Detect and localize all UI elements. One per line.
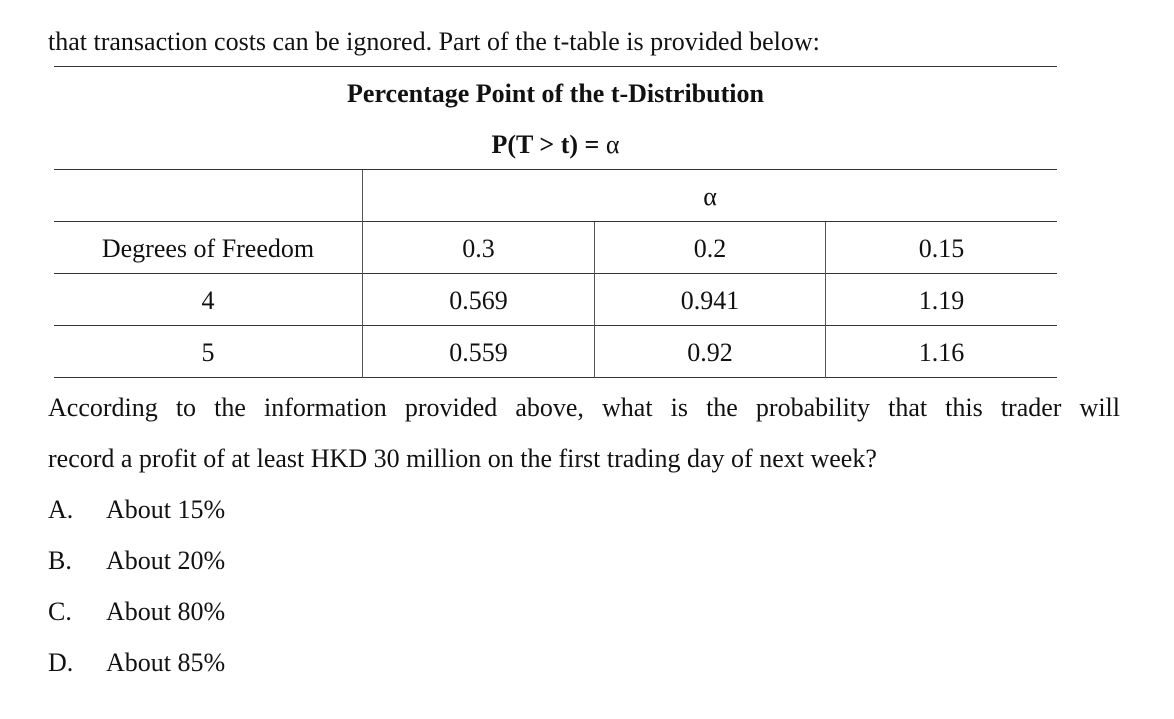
formula-left: P(T > t) = <box>491 130 606 159</box>
option-text: About 15% <box>106 495 226 524</box>
option-c[interactable] <box>48 596 225 628</box>
alpha-value: 0.15 <box>918 234 965 263</box>
table-cell: 0.941 <box>680 286 740 315</box>
option-b[interactable] <box>48 545 225 577</box>
alpha-value: 0.3 <box>462 234 495 263</box>
option-d[interactable] <box>48 647 225 679</box>
option-letter: A. <box>48 495 74 524</box>
option-letter: B. <box>48 546 72 575</box>
question-line-1: According to the information provided above, what is the probability that this trader will <box>48 393 1120 422</box>
table-formula <box>54 128 1057 162</box>
alpha-column-header: α <box>703 182 717 211</box>
top-rule <box>54 66 1057 67</box>
table-rule-top <box>54 169 1057 170</box>
question-line-2: record a profit of at least HKD 30 million on the first trading day of next week? <box>48 444 877 473</box>
table-rule-row2 <box>54 325 1057 326</box>
option-text: About 85% <box>106 648 226 677</box>
table-rule-row1 <box>54 273 1057 274</box>
table-cell: 1.19 <box>918 286 965 315</box>
intro-text: that transaction costs can be ignored. Part of the t-table is provided below: <box>48 27 820 56</box>
option-a[interactable] <box>48 494 225 526</box>
row-header-label: Degrees of Freedom <box>101 234 315 263</box>
table-cell: 0.569 <box>449 286 508 315</box>
option-text: About 20% <box>106 546 226 575</box>
table-title: Percentage Point of the t-Distribution <box>347 79 764 108</box>
table-cell: 0.559 <box>449 338 508 367</box>
formula-alpha-symbol: α <box>605 130 620 159</box>
table-cell: 1.16 <box>918 338 965 367</box>
option-letter: D. <box>48 648 74 677</box>
table-rule-header <box>54 221 1057 222</box>
df-cell: 5 <box>201 338 215 367</box>
df-cell: 4 <box>201 286 215 315</box>
option-text: About 80% <box>106 597 226 626</box>
alpha-value: 0.2 <box>693 234 727 263</box>
table-cell: 0.92 <box>687 338 733 367</box>
option-letter: C. <box>48 597 72 626</box>
table-rule-bottom <box>54 377 1057 378</box>
